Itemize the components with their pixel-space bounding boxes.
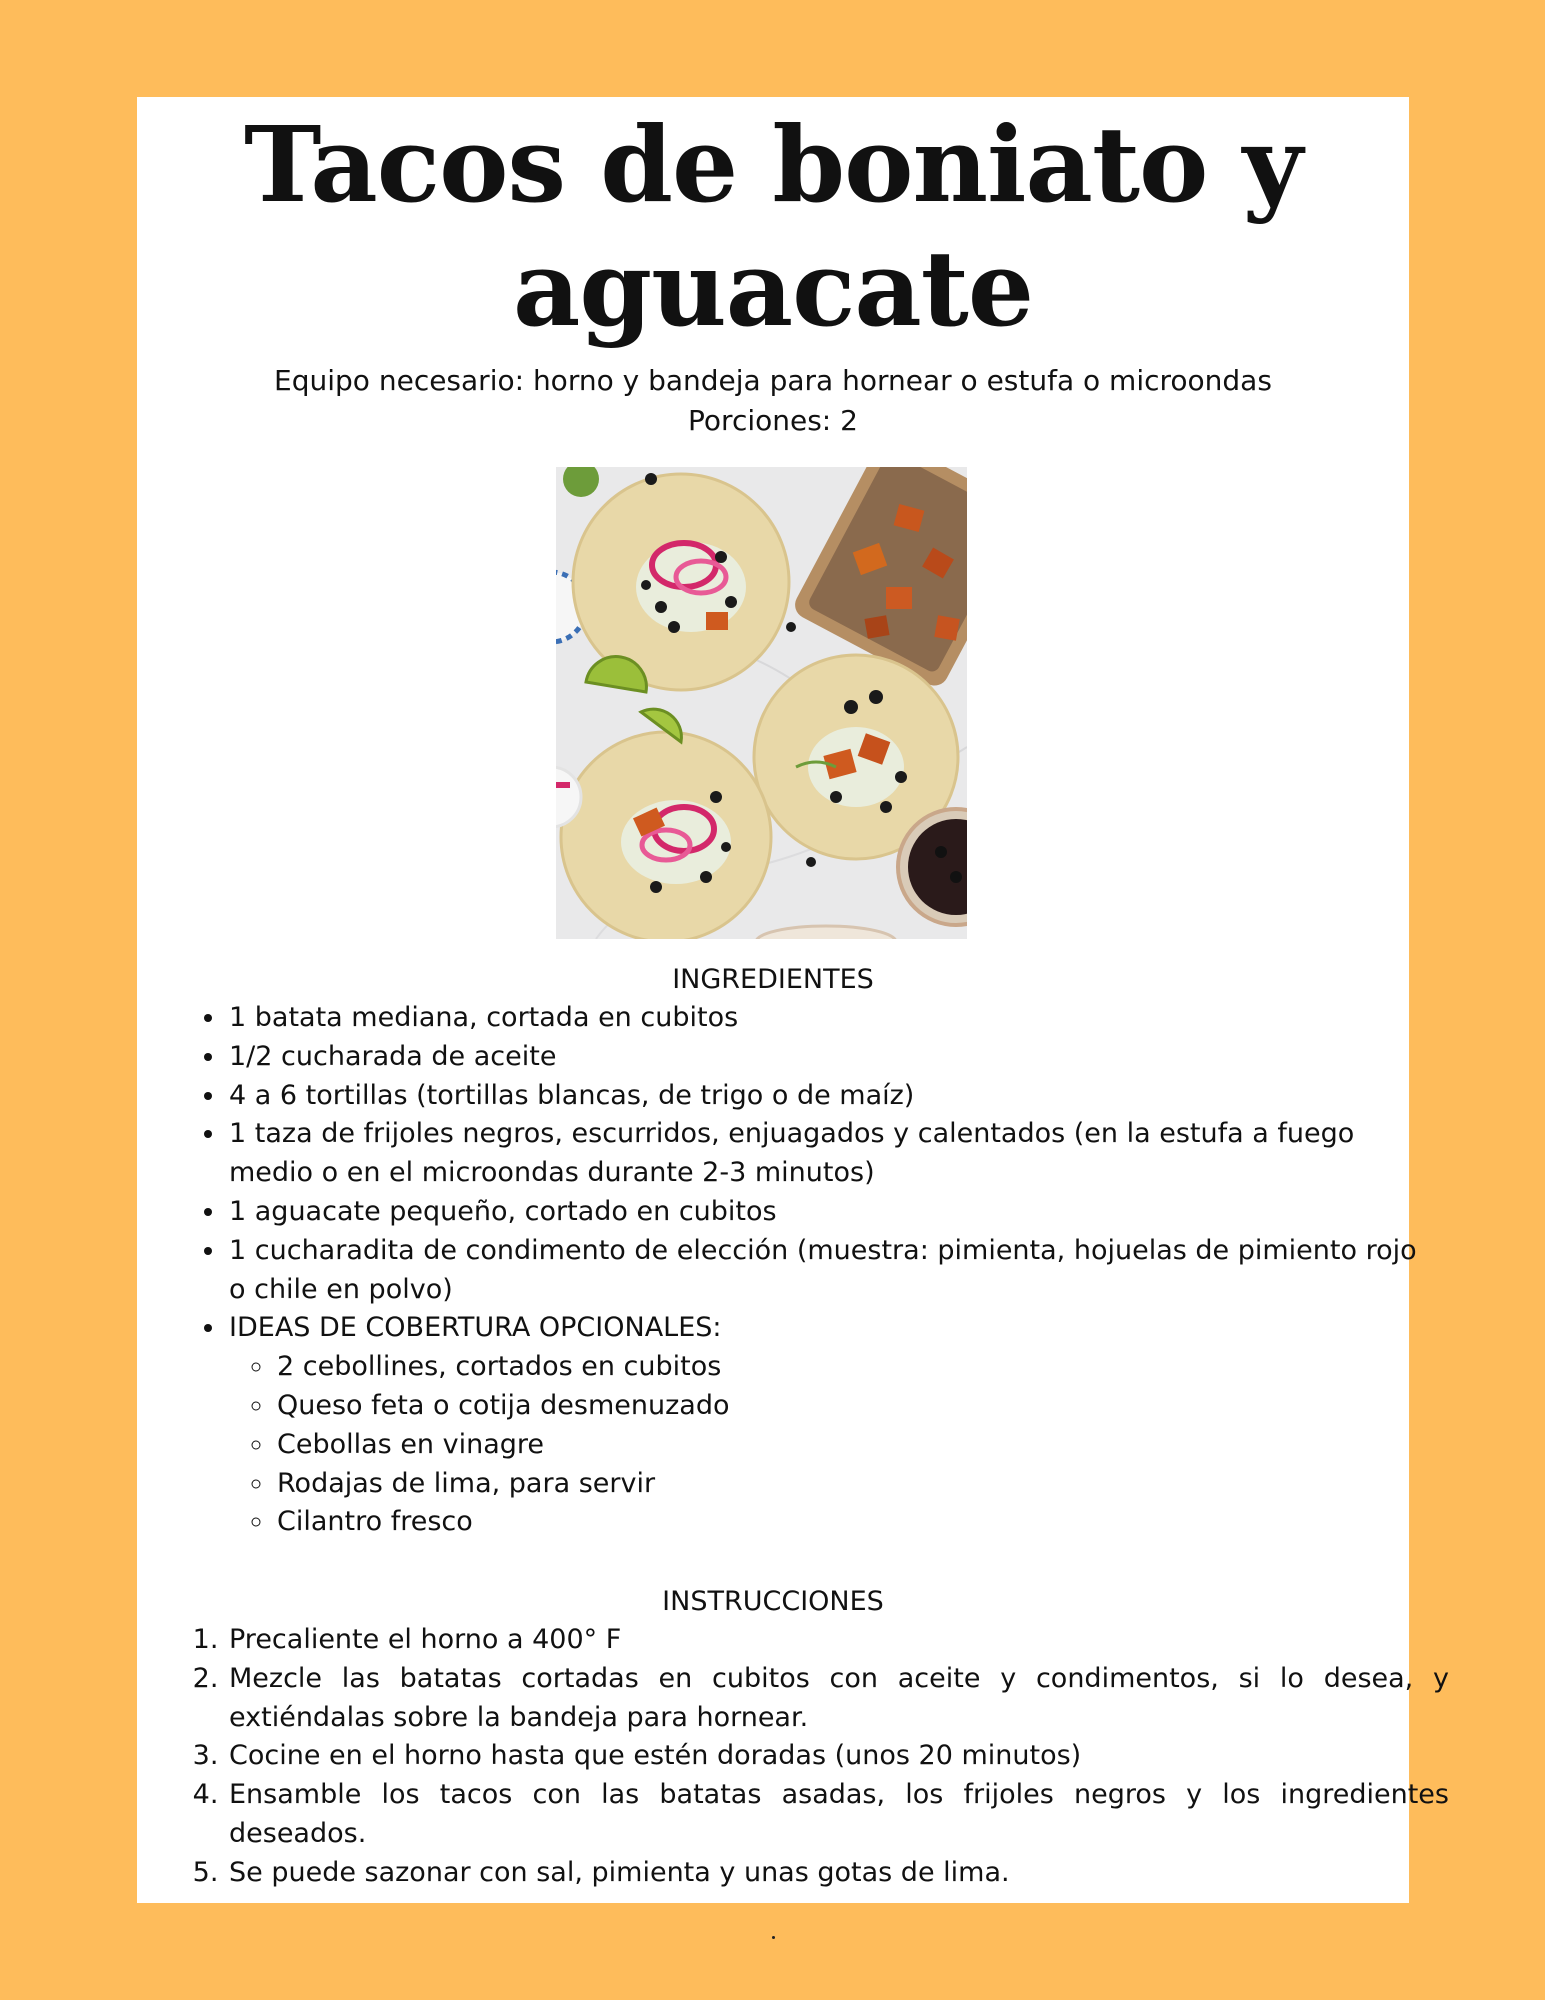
list-item: ◦ Queso feta o cotija desmenuzado: [275, 1387, 1422, 1426]
toppings-heading: IDEAS DE COBERTURA OPCIONALES:: [229, 1312, 722, 1344]
recipe-card: [137, 97, 1449, 1903]
ingredients-heading: INGREDIENTES: [672, 964, 874, 995]
page-dot: [772, 1936, 775, 1939]
list-item: • 1 aguacate pequeño, cortado en cubitos: [227, 1193, 1422, 1232]
list-item: 4. Ensamble los tacos con las batatas asadas, los frijoles negros y los ingredientes deseados.: [227, 1776, 1449, 1854]
list-item: • 4 a 6 tortillas (tortillas blancas, de trigo o de maíz): [227, 1077, 1422, 1116]
equipment-text: Equipo necesario: horno y bandeja para hornear o estufa o microondas: [274, 364, 1272, 397]
list-item: 3. Cocine en el horno hasta que estén doradas (unos 20 minutos): [227, 1737, 1449, 1776]
list-item: ◦ Cilantro fresco: [275, 1503, 1422, 1542]
list-item: ◦ Rodajas de lima, para servir: [275, 1465, 1422, 1504]
tacos-photo: [556, 467, 967, 939]
list-item: • 1 cucharadita de condimento de elección (muestra: pimienta, hojuelas de pimiento rojo o chile en polvo): [227, 1232, 1422, 1310]
list-item: • 1/2 cucharada de aceite: [227, 1038, 1422, 1077]
instructions-list: [181, 1621, 1449, 1893]
list-item-toppings: [227, 1309, 1422, 1542]
list-item: • 1 batata mediana, cortada en cubitos: [227, 999, 1422, 1038]
ingredients-list: [181, 999, 1422, 1542]
servings-text: Porciones: 2: [688, 404, 858, 437]
recipe-title: [137, 97, 1409, 351]
title-line-1: Tacos de boniato y: [243, 103, 1302, 226]
title-line-2: aguacate: [512, 227, 1034, 350]
list-item: 5. Se puede sazonar con sal, pimienta y unas gotas de lima.: [227, 1854, 1449, 1893]
list-item: 2. Mezcle las batatas cortadas en cubitos con aceite y condimentos, si lo desea, y extiéndalas sobre la bandeja para hornear.: [227, 1660, 1449, 1738]
list-item: • 1 taza de frijoles negros, escurridos, enjuagados y calentados (en la estufa a fuego medio o en el microondas durante 2-3 minutos): [227, 1115, 1422, 1193]
toppings-list: [229, 1348, 1422, 1542]
list-item: 1. Precaliente el horno a 400° F: [227, 1621, 1449, 1660]
list-item: ◦ Cebollas en vinagre: [275, 1426, 1422, 1465]
list-item: ◦ 2 cebollines, cortados en cubitos: [275, 1348, 1422, 1387]
recipe-meta: [137, 361, 1409, 441]
instructions-heading: INSTRUCCIONES: [662, 1586, 884, 1617]
